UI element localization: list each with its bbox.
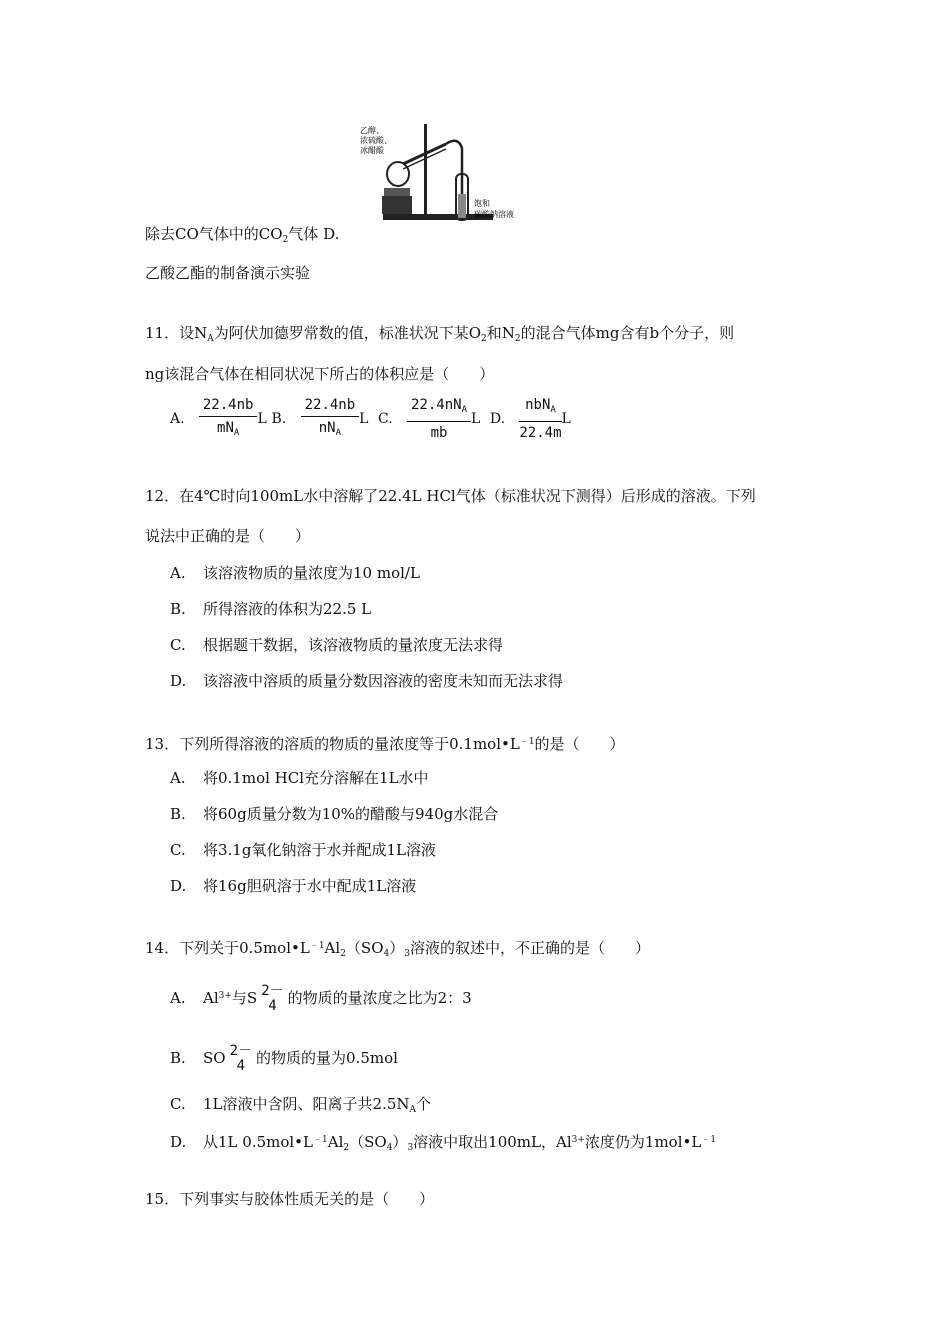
q14-option-d: D. 从1L $0.5mol•L^{﹣1}Al_2(SO_4)_3$溶液中取出100mL，$Al^{3+}$浓度仍为$1mol•L^{﹣1}$ — [170, 1133, 717, 1153]
q11-option-d: D. $\frac{nbN_A}{22.4m}$ L — [489, 397, 571, 441]
q10-option-c-line: 除去CO气体中的$CO_2$气体 D. — [145, 225, 340, 245]
q14-option-a: A. $Al^{3+}$与S 2－ 4 的物质的量浓度之比为2：3 — [170, 983, 472, 1014]
sulfate-ion-charge: 2－ 4 — [229, 1043, 253, 1074]
fraction: $\frac{22.4nN_A}{mb}$ — [407, 396, 471, 442]
sulfate-ion-charge: 2－ 4 — [261, 983, 284, 1014]
q10-option-d-label: D. — [323, 225, 340, 243]
label-ethanol: 乙醇、 — [360, 126, 384, 135]
fraction: $\frac{22.4nb}{nN_A}$ — [301, 396, 360, 442]
q14-stem: 14．下列关于$0.5mol•L^{﹣1}Al_2(SO_4)_3$溶液的叙述中，不正确的是（ ） — [145, 939, 650, 959]
reaction-flask — [387, 162, 409, 186]
q14-number: 14． — [145, 939, 180, 957]
q13-option-d: D. 将16g胆矾溶于水中配成1L溶液 — [170, 877, 417, 895]
q12-stem-line1: 12．在4℃时向100mL水中溶解了22.4L HCl气体（标准状况下测得）后形成的溶液。下列 — [145, 487, 756, 505]
burner — [382, 196, 412, 214]
label-saturated: 饱和 — [474, 199, 490, 208]
q13-option-b: B. 将60g质量分数为10%的醋酸与940g水混合 — [170, 805, 499, 823]
q11-stem-line1: 11．设$N_A$为阿伏加德罗常数的值，标准状况下某$O_2$和$N_2$的混合气体mg含有b个分子，则 — [145, 324, 735, 344]
q11-option-c: C. $\frac{22.4nN_A}{mb}$ L — [378, 397, 481, 441]
fraction: $\frac{nbN_A}{22.4m}$ — [519, 397, 562, 441]
fraction: $\frac{22.4nb}{mN_A}$ — [199, 396, 258, 442]
q10-option-d-text: 乙酸乙酯的制备演示实验 — [145, 264, 311, 282]
q11-options — [170, 396, 571, 442]
q15-stem: 15．下列事实与胶体性质无关的是（ ） — [145, 1190, 435, 1208]
label-sodium-carbonate: 碳酸钠溶液 — [474, 210, 514, 219]
q11-option-a: A. $\frac{22.4nb}{mN_A}$ L — [170, 396, 267, 442]
q14-option-b: B. SO 2－ 4 的物质的量为0.5mol — [170, 1043, 398, 1074]
q12-option-d: D. 该溶液中溶质的质量分数因溶液的密度未知而无法求得 — [170, 672, 564, 690]
q13-stem: 13．下列所得溶液的溶质的物质的量浓度等于$0.1mol•L^{﹣1}$的是（ ） — [145, 735, 625, 753]
q13-number: 13． — [145, 735, 180, 753]
q11-option-b: B. $\frac{22.4nb}{nN_A}$ L — [272, 396, 369, 442]
q13-option-c: C. 将3.1g氧化钠溶于水并配成1L溶液 — [170, 841, 436, 859]
q15-number: 15． — [145, 1190, 180, 1208]
q11-stem-line2: ng该混合气体在相同状况下所占的体积应是（ ） — [145, 365, 495, 383]
q13-option-a: A. 将0.1mol HCl充分溶解在1L水中 — [170, 769, 429, 787]
q11-number: 11． — [145, 324, 180, 342]
label-sulfuric-acid: 浓硫酸、 — [360, 136, 392, 145]
q12-number: 12． — [145, 487, 180, 505]
q12-option-b: B. 所得溶液的体积为22.5 L — [170, 600, 372, 618]
label-acetic-acid: 冰醋酸 — [360, 146, 384, 155]
q12-option-c: C. 根据题干数据，该溶液物质的量浓度无法求得 — [170, 636, 504, 654]
stand-rod — [424, 124, 427, 216]
q14-option-c: C. 1L溶液中含阴、阳离子共$2.5N_A$个 — [170, 1095, 432, 1115]
q12-option-a: A. 该溶液物质的量浓度为10 mol/L — [170, 564, 420, 582]
ethyl-acetate-apparatus-figure — [358, 122, 533, 230]
q12-stem-line2: 说法中正确的是（ ） — [145, 527, 311, 545]
q10-option-c-text: 除去CO气体中的CO — [145, 225, 283, 243]
